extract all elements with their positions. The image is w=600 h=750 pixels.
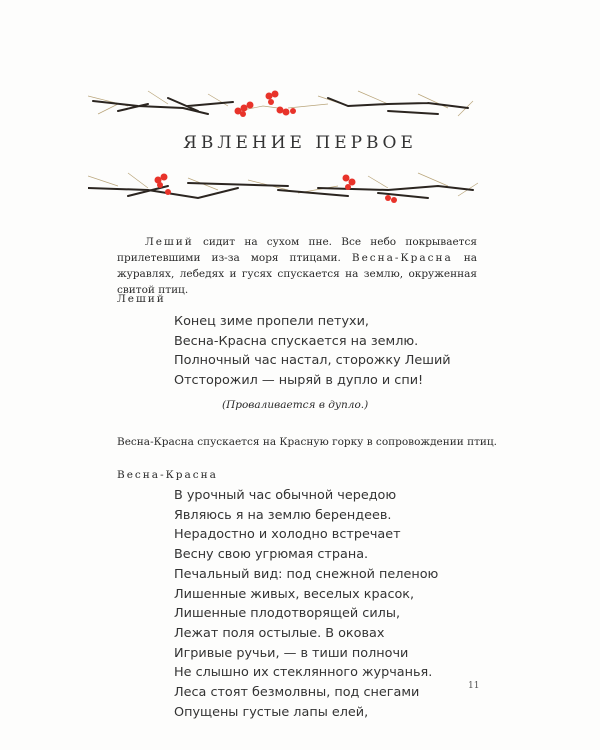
stage-direction: (Проваливается в дупло.) <box>222 399 369 411</box>
rowan-berries <box>235 91 297 118</box>
verse-line: Являюсь я на землю берендеев. <box>174 507 392 523</box>
speaker-leshy: Леший <box>117 293 166 305</box>
intro-text: сидит на сухом пне. Все небо покрывается прилетевшими из-за моря птицами. <box>117 236 477 264</box>
verse-line: Игривые ручьи, — в тиши полночи <box>174 645 409 661</box>
speaker-vesna: Весна-Красна <box>117 469 218 481</box>
character-name: Весна-Красна <box>351 252 453 264</box>
verse-line: Конец зиме пропели петухи, <box>174 314 369 329</box>
page-number: 11 <box>468 681 480 691</box>
verse-line: Опущены густые лапы елей, <box>174 704 369 720</box>
verse-line: Полночный час настал, сторожку Леший <box>174 353 451 369</box>
verse-line: Отсторожил — ныряй в дупло и спи! <box>174 373 424 389</box>
scene-title: ЯВЛЕНИЕ ПЕРВОЕ <box>183 133 417 153</box>
verse-line: Не слышно их стеклянного журчанья. <box>174 665 433 681</box>
stage-direction: Весна-Красна спускается на Красную горку в сопровождении птиц. <box>117 436 497 448</box>
rowan-branch-bottom-illustration <box>88 168 478 208</box>
verse-line: В урочный час обычной чередою <box>174 488 397 503</box>
verse-line: Печальный вид: под снежной пеленою <box>174 566 439 582</box>
verse-line: Лежат поля остылые. В оковах <box>174 625 385 641</box>
verse-line: Весну свою угрюмая страна. <box>174 547 369 563</box>
verse-leshy <box>174 312 451 391</box>
verse-line: Нерадостно и холодно встречает <box>174 527 401 543</box>
intro-text: на журавлях, лебедях и гусях спускается на землю, окруженная свитой птиц. <box>117 252 477 296</box>
character-name: Леший <box>145 236 194 248</box>
rowan-branch-top-illustration <box>88 86 478 126</box>
verse-vesna <box>174 486 438 722</box>
verse-line: Весна-Красна спускается на землю. <box>174 333 419 349</box>
verse-line: Леса стоят безмолвны, под снегами <box>174 685 420 701</box>
stage-direction-intro <box>117 234 477 298</box>
verse-line: Лишенные плодотворящей силы, <box>174 606 401 622</box>
verse-line: Лишенные живых, веселых красок, <box>174 586 415 602</box>
